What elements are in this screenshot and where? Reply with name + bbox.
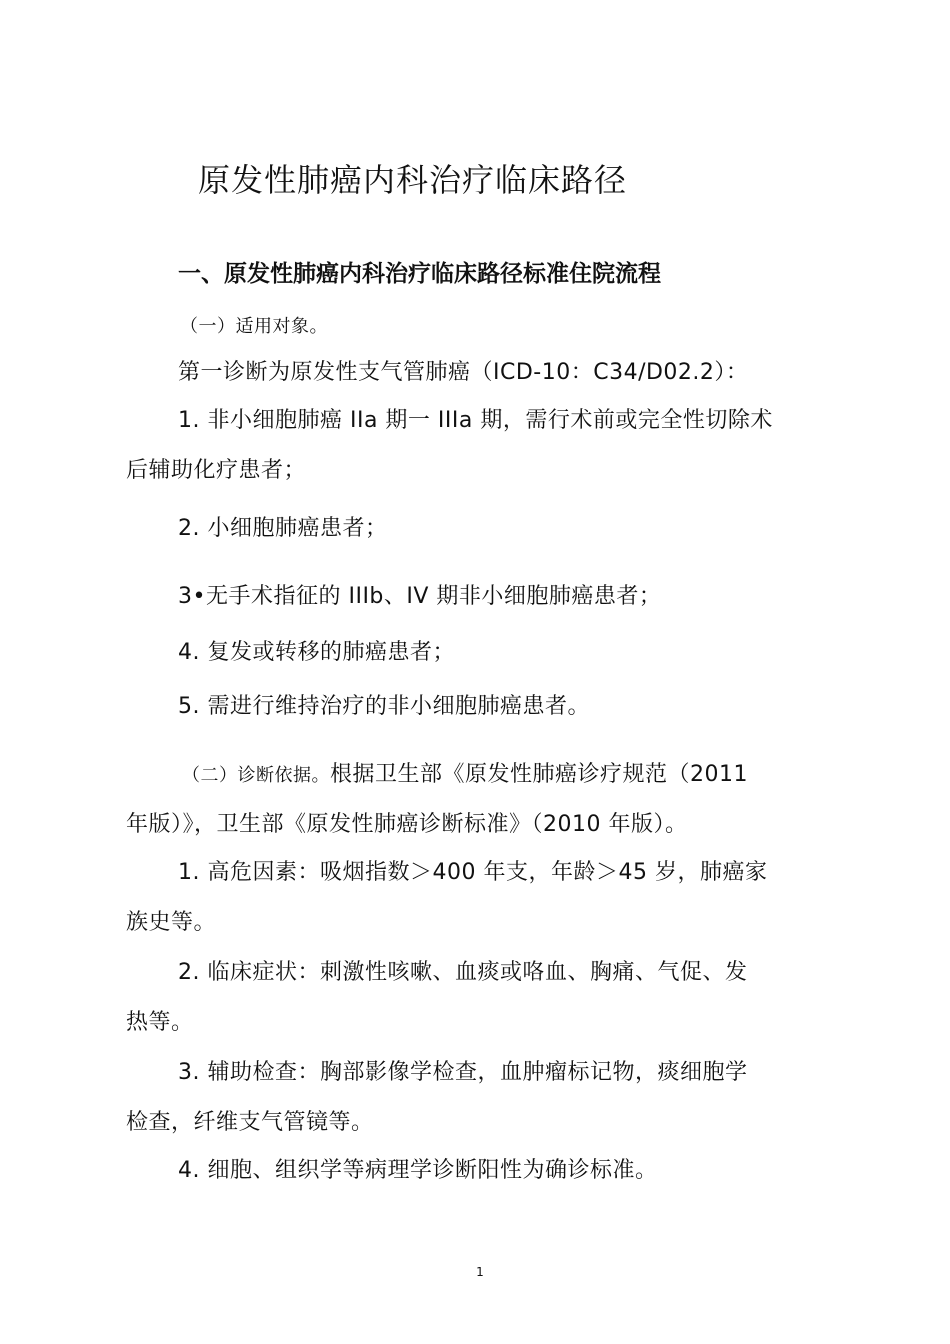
list-item: 5. 需进行维持治疗的非小细胞肺癌患者。 — [178, 694, 590, 719]
list-item: 4. 复发或转移的肺癌患者； — [178, 640, 455, 665]
list-item: 2. 小细胞肺癌患者； — [178, 516, 388, 541]
list-item: 3. 辅助检查：胸部影像学检查，血肿瘤标记物，痰细胞学 — [178, 1060, 748, 1085]
diagnosis-paragraph — [182, 760, 748, 791]
page-number: 1 — [476, 1265, 484, 1279]
list-item: 1. 非小细胞肺癌 IIa 期一 IIIa 期，需行术前或完全性切除术 — [178, 408, 773, 433]
diagnosis-basis: 根据卫生部《原发性肺癌诊疗规范（2011 — [330, 762, 748, 787]
list-item: 2. 临床症状：刺激性咳嗽、血痰或咯血、胸痛、气促、发 — [178, 960, 748, 985]
applicable-intro: 第一诊断为原发性支气管肺癌（ICD-10：C34/D02.2）： — [178, 360, 749, 385]
section-heading: 一、原发性肺癌内科治疗临床路径标准住院流程 — [178, 261, 661, 287]
list-item: 热等。 — [126, 1010, 194, 1035]
list-item: 后辅助化疗患者； — [126, 458, 307, 483]
list-item: 1. 高危因素：吸烟指数＞400 年支，年龄＞45 岁，肺癌家 — [178, 860, 768, 885]
diagnosis-label: （二）诊断依据。 — [182, 765, 330, 786]
list-item: 3•无手术指征的 IIIb、IV 期非小细胞肺癌患者； — [178, 584, 662, 609]
applicable-label: （一）适用对象。 — [180, 316, 328, 337]
diagnosis-basis-continued: 年版）》，卫生部《原发性肺癌诊断标准》（2010 年版）。 — [126, 812, 688, 837]
list-item: 检查，纤维支气管镜等。 — [126, 1110, 374, 1135]
document-title: 原发性肺癌内科治疗临床路径 — [198, 161, 628, 199]
list-item: 4. 细胞、组织学等病理学诊断阳性为确诊标准。 — [178, 1158, 658, 1183]
list-item: 族史等。 — [126, 910, 217, 935]
